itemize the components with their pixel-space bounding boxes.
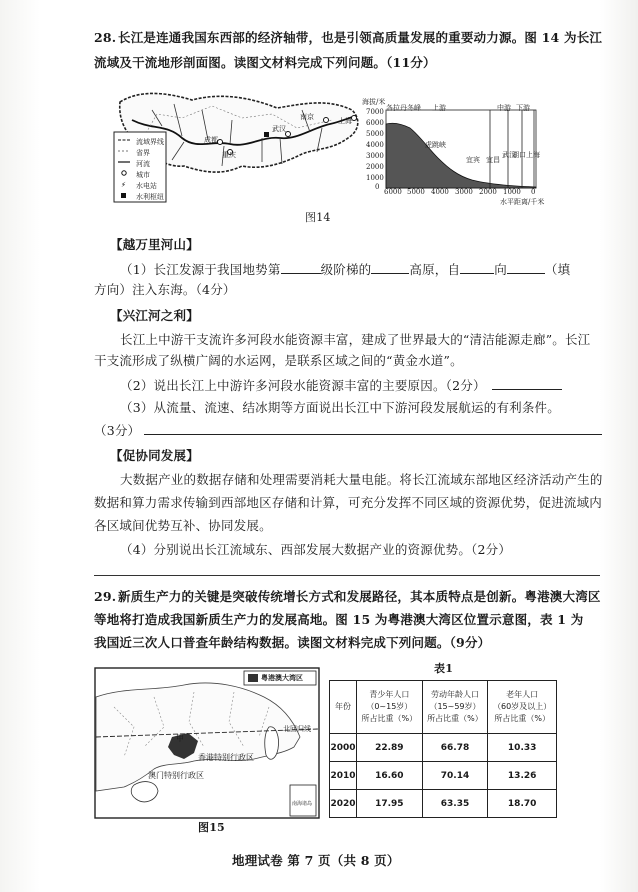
answer-blank[interactable] xyxy=(492,377,562,390)
hainan-island xyxy=(131,782,158,802)
sec3-paragraph: 数据和算力需求传输到西部地区存储和计算，可充分发挥不同区域的资源优势，促进流域内 xyxy=(94,495,603,510)
x-tick: 4000 xyxy=(431,188,449,196)
table-cell: 2010 xyxy=(330,762,357,790)
table-header-row xyxy=(330,681,557,734)
table-header-cell: 青少年人口 （0~15岁） 所占比重（%） xyxy=(357,681,423,734)
profile-y-title: 海拔/米 xyxy=(362,98,386,106)
map-label: 北回归线 xyxy=(283,725,311,733)
answer-blank[interactable] xyxy=(144,422,602,435)
answer-blank[interactable] xyxy=(460,261,494,274)
x-tick: 5000 xyxy=(407,188,425,196)
profile-place: 虎跳峡 xyxy=(425,141,446,149)
greater-bay-area-map xyxy=(94,667,320,819)
map-label: 澳门特别行政区 xyxy=(148,771,204,780)
sec3-paragraph: 大数据产业的数据存储和处理需要消耗大量电能。将长江流域东部地区经济活动产生的 xyxy=(120,472,603,487)
q28-number: 28. xyxy=(94,30,117,45)
table-cell: 66.78 xyxy=(422,734,488,762)
profile-segment: 下游 xyxy=(516,104,530,112)
table-1-title: 表1 xyxy=(434,662,454,675)
legend-item: 河流 xyxy=(136,160,150,168)
profile-segment: 上游 xyxy=(432,104,446,112)
legend-item: 流域界线 xyxy=(136,138,164,146)
q28-intro-line2: 流域及干流地形剖面图。读图文材料完成下列问题。（11分） xyxy=(94,55,436,70)
map-label: 南海诸岛 xyxy=(292,801,313,807)
sec3-paragraph: 各区域间优势互补、协同发展。 xyxy=(94,518,272,533)
sub4-question: （4）分别说出长江流域东、西部发展大数据产业的资源优势。（2分） xyxy=(120,542,512,557)
legend-item: 城市 xyxy=(136,171,150,179)
answer-blank[interactable] xyxy=(371,261,409,274)
q28-intro-line1: 长江是连通我国东西部的经济轴带，也是引领高质量发展的重要动力源。图 14 为长江 xyxy=(118,30,603,45)
sec2-paragraph: 长江上中游干支流许多河段水能资源丰富，建成了世界最大的“清洁能源走廊”。长江 xyxy=(120,332,591,347)
y-tick: 4000 xyxy=(366,141,384,149)
svg-text:⚡: ⚡ xyxy=(121,181,126,189)
y-tick: 6000 xyxy=(366,119,384,127)
profile-place: 上海 xyxy=(526,151,540,159)
table-cell: 2000 xyxy=(330,734,357,762)
table-cell: 13.26 xyxy=(488,762,557,790)
table-row xyxy=(330,790,557,818)
y-tick: 1000 xyxy=(366,174,384,182)
city-marker xyxy=(286,132,291,137)
figure-15-caption: 图15 xyxy=(198,821,225,834)
city-marker xyxy=(324,118,329,123)
gba-legend-label: 粤港澳大湾区 xyxy=(261,673,303,682)
y-tick: 5000 xyxy=(366,130,384,138)
x-tick: 6000 xyxy=(384,188,402,196)
map-label: 甲 xyxy=(176,734,184,743)
table-cell: 17.95 xyxy=(357,790,423,818)
city-marker xyxy=(352,116,357,121)
table-header-cell: 老年人口 （60岁及以上） 所占比重（%） xyxy=(488,681,557,734)
x-tick: 2000 xyxy=(479,188,497,196)
profile-place: 湖口 xyxy=(512,151,526,159)
table-cell: 63.35 xyxy=(422,790,488,818)
table-cell: 22.89 xyxy=(357,734,423,762)
page-footer: 地理试卷 第 7 页（共 8 页） xyxy=(232,853,400,868)
profile-place: 宜宾 xyxy=(466,156,480,164)
taiwan-island xyxy=(265,727,279,759)
map-city-label: 成都 xyxy=(204,136,218,144)
x-tick: 0 xyxy=(531,188,536,196)
q29-intro-line1: 新质生产力的关键是突破传统增长方式和发展路径，其本质特点是创新。粤港澳大湾区 xyxy=(118,589,601,604)
map-label: 香港特别行政区 xyxy=(198,753,254,762)
profile-segment: 中游 xyxy=(497,104,511,112)
profile-x-title: 水平距离/千米 xyxy=(500,198,545,206)
city-marker xyxy=(218,140,223,145)
legend-item: 水利枢纽 xyxy=(136,193,164,201)
table-cell: 16.60 xyxy=(357,762,423,790)
profile-place: 武汉 xyxy=(502,151,516,159)
legend-item: 水电站 xyxy=(136,182,157,190)
y-tick: 2000 xyxy=(366,163,384,171)
profile-place: 宜昌 xyxy=(486,156,500,164)
sub2-question: （2）说出长江上中游许多河段水能资源丰富的主要原因。（2分） xyxy=(120,377,562,394)
table-header-cell: 劳动年龄人口 （15~59岁） 所占比重（%） xyxy=(422,681,488,734)
section-title: 【兴江河之利】 xyxy=(110,308,199,323)
table-cell: 18.70 xyxy=(488,790,557,818)
sec2-paragraph: 干支流形成了纵横广阔的水运网，是联系区域之间的“黄金水道”。 xyxy=(94,353,463,368)
legend-item: 省界 xyxy=(136,149,150,157)
answer-blank[interactable] xyxy=(507,261,545,274)
map-city-label: 重庆 xyxy=(222,151,236,159)
figure-14-caption: 图14 xyxy=(305,211,331,224)
divider xyxy=(94,575,600,576)
q29-intro-line2: 等地将打造成我国新质生产力的发展高地。图 15 为粤港澳大湾区位置示意图，表 1 为 xyxy=(94,612,584,627)
map-city-label: 上海 xyxy=(338,117,352,125)
hydro-dam-marker xyxy=(264,132,269,137)
section-title: 【越万里河山】 xyxy=(110,237,199,252)
map-city-label: 武汉 xyxy=(272,125,286,133)
sub1-line1: （1）长江发源于我国地势第 级阶梯的 高原，自 向 （填 xyxy=(120,262,571,277)
population-table xyxy=(329,680,557,818)
x-tick: 1000 xyxy=(503,188,521,196)
y-tick: 3000 xyxy=(366,152,384,160)
section-title: 【促协同发展】 xyxy=(110,448,199,463)
table-cell: 10.33 xyxy=(488,734,557,762)
sub3-line2: （3分） xyxy=(94,422,602,439)
table-header-cell: 年份 xyxy=(330,681,357,734)
sub1-line2: 方向）注入东海。（4分） xyxy=(94,282,236,297)
profile-segment: 各拉丹冬峰 xyxy=(386,104,421,112)
sub3-line1: （3）从流量、流速、结冰期等方面说出长江中下游河段发展航运的有利条件。 xyxy=(120,400,560,415)
y-tick: 7000 xyxy=(366,108,384,116)
map-city-label: 南京 xyxy=(300,113,314,121)
table-cell: 70.14 xyxy=(422,762,488,790)
q29-intro-line3: 我国近三次人口普查年龄结构数据。读图文材料完成下列问题。（9分） xyxy=(94,635,491,650)
y-tick: 0 xyxy=(375,183,380,191)
x-tick: 3000 xyxy=(455,188,473,196)
answer-blank[interactable] xyxy=(281,261,321,274)
q29-number: 29. xyxy=(94,589,117,604)
table-row xyxy=(330,762,557,790)
table-row xyxy=(330,734,557,762)
table-cell: 2020 xyxy=(330,790,357,818)
